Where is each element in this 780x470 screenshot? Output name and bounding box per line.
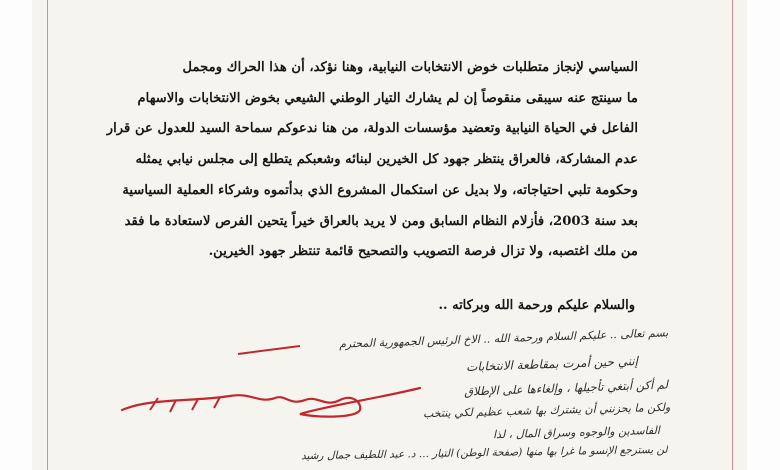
handwritten-line: ولكن ما يحزنني أن يشترك بها شعب عظيم لكي ينتخب <box>422 400 671 421</box>
handwritten-line: بسم تعالى .. عليكم السلام ورحمة الله .. الاخ الرئيس الجمهورية المحترم <box>338 326 669 351</box>
paragraph-line: الفاعل في الحياة النيابية وتعضيد مؤسسات الدولة، من هنا ندعوكم سماحة السيد للعدول عن قرار <box>106 121 638 137</box>
paragraph-line: بعد سنة 2003، فأزلام النظام السابق ومن لا يريد بالعراق خيراً يتحين الفرص لاستعادة ما فقد <box>124 213 638 229</box>
handwritten-line: إنني حين أمرت بمقاطعة الانتخابات <box>465 354 639 374</box>
closing-greeting: والسلام عليكم ورحمة الله وبركاته .. <box>438 298 635 313</box>
paragraph-line: السياسي لإنجاز متطلبات خوض الانتخابات النيابية، وهنا نؤكد، أن هذا الحراك ومجمل <box>182 60 638 75</box>
handwritten-line: الفاسدين والوجوه وسراق المال ، لذا <box>492 423 661 442</box>
handwritten-line: لم أكن أبتغي تأجيلها ، وإلغاءها على الإطلاق <box>463 377 669 399</box>
paragraph-line: عدم المشاركة، فالعراق ينتظر جهود كل الخيرين لبنائه وشعبكم يتطلع إلى مجلس نيابي يمثله <box>135 152 638 168</box>
handwritten-line: لن يسترجع الإنسو ما غرا بها منها (صفحة الوطن) التيار ... د. عبد اللطيف جمال رشيد <box>301 443 669 463</box>
paragraph-line: ما سينتج عنه سيبقى منقوصاً إن لم يشارك التيار الوطني الشيعي بخوض الانتخابات والاسهام <box>137 90 638 106</box>
paragraph-line: وحكومة تلبي احتياجاته، ولا بديل عن استكمال المشروع الذي بدأتموه وشركاء العملية السياسية <box>122 182 638 198</box>
paragraph-line: من ملك اغتصبه، ولا تزال فرصة التصويب والتصحيح قائمة تنتظر جهود الخيرين. <box>208 244 638 260</box>
